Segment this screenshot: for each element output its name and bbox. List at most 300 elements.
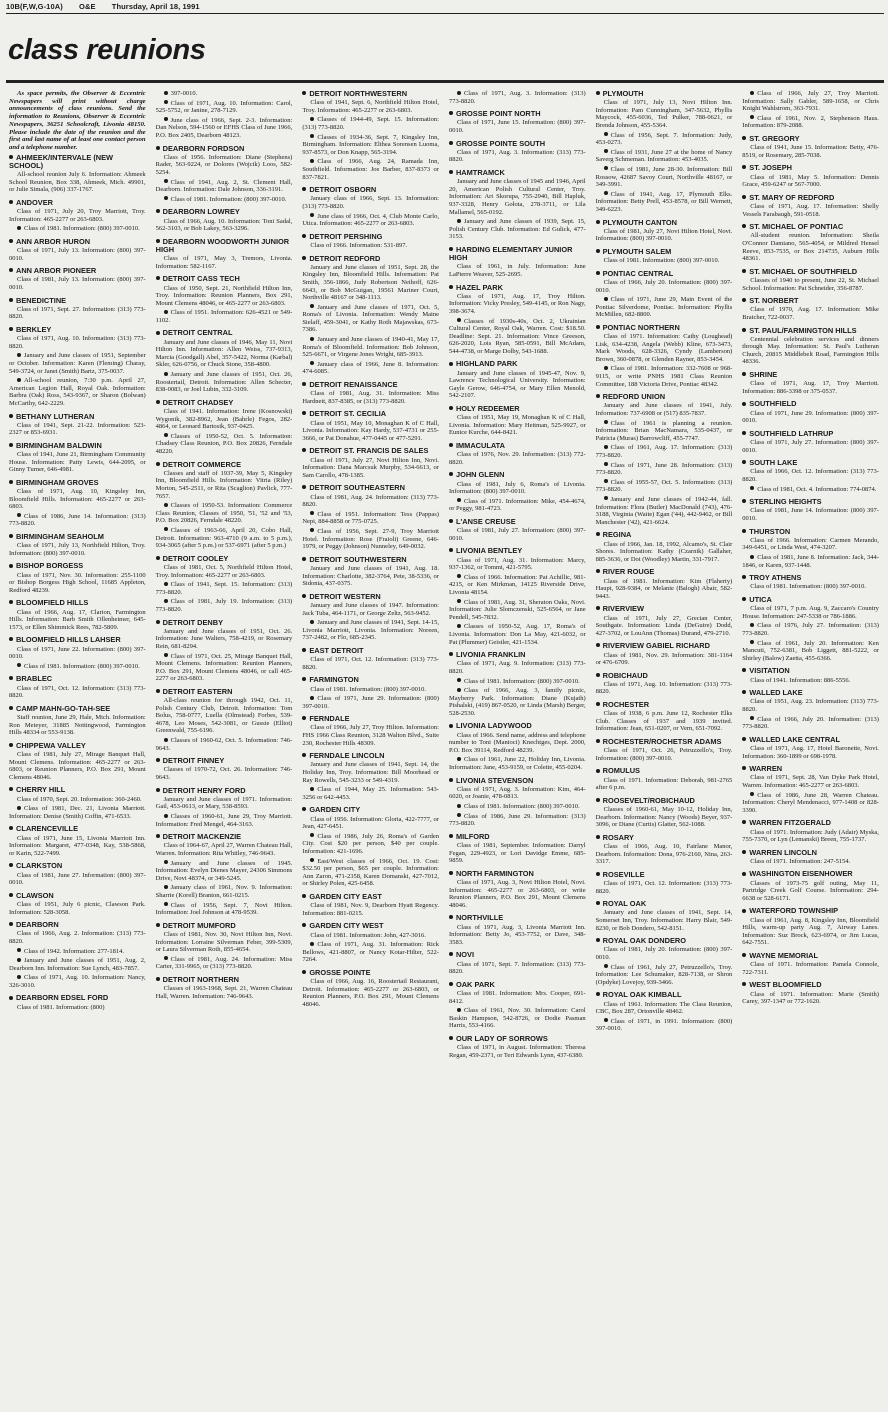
reunion-entry (596, 531, 733, 563)
bullet-icon (596, 739, 600, 743)
school-name: HOLY REDEEMER (449, 405, 586, 413)
school-name: CLAWSON (9, 892, 146, 900)
bullet-icon (310, 134, 314, 138)
reunion-detail: Class of 1981, Nov. 9, Dearborn Hyatt Regency. Information: 881-0215. (302, 902, 439, 917)
school-name: DETROIT COMMERCE (156, 461, 293, 469)
reunion-entry (449, 90, 586, 105)
reunion-detail: Class of 1981. Information: (800) 397-0010. (156, 196, 293, 204)
reunion-detail: January and June classes of 1947. Information: Jack Tuba, 464-1171, or George Zeltz, 563-9452. (302, 601, 439, 617)
bullet-icon (17, 948, 21, 952)
school-name: PLYMOUTH (596, 90, 733, 98)
bullet-icon (9, 743, 13, 747)
school-name: DEARBORN LOWREY (156, 208, 293, 216)
reunion-detail: Class of 1981, Dec. 21, Livonia Marriott. Information: Denise (Smith) Coffin, 471-6533. (9, 805, 146, 820)
school-name: STERLING HEIGHTS (742, 498, 879, 506)
bullet-icon (750, 115, 754, 119)
school-name: GARDEN CITY (302, 806, 439, 814)
bullet-icon (457, 1008, 461, 1012)
reunion-detail: Class of 1971, Aug. 3. Information: (313) 773-8820. (448, 90, 586, 105)
reunion-detail: Class of 1951, May 19, Monaghan K of C Hall, Livonia. Information: Mary Heitman, 525-9927, or Eunice Kurche, 644-8421. (448, 414, 586, 437)
reunion-entry (596, 797, 733, 829)
reunion-detail: Class of 1971. Information: Pamela Connole, 722-7311. (742, 961, 879, 976)
reunion-detail: January and June classes of 1941, Sept. 14, the Holiday Inn, Troy. Information: Bill Moorhead or Ray Rowells, 545-3233 or 549-4319. (302, 761, 439, 784)
bullet-icon (17, 353, 21, 357)
bullet-icon (156, 276, 160, 280)
reunion-detail: Class of 1971, 7 p.m. Aug. 9, Zaccaro's Country House. Information: 247-5338 or 786-1886. (742, 605, 879, 620)
reunion-entry (449, 284, 586, 356)
school-name: BLOOMFIELD HILLS (9, 599, 146, 607)
bullet-icon (596, 643, 600, 647)
bullet-icon (164, 885, 168, 889)
bullet-icon (310, 304, 314, 308)
reunion-detail: Class of 1966, Aug. 3, family picnic, Mayberry Park. Information: Diane (Kujath) Pishalski, (419) 867-0520, or Linda (Marsh) Berger, 528-2530. (448, 687, 586, 717)
bullet-icon (742, 402, 746, 406)
bullet-icon (9, 706, 13, 710)
bullet-icon (302, 411, 306, 415)
school-name: REDFORD UNION (596, 393, 733, 401)
reunion-detail: Class of 1941, Aug. 2, St. Clement Hall, Dearborn. Information: Dale Johnson, 336-3191. (155, 178, 293, 194)
bullet-icon (457, 804, 461, 808)
school-name: FERNDALE LINCOLN (302, 752, 439, 760)
reunion-detail: Class of 1966, July 20. Information: (800) 397-0010. (595, 278, 733, 294)
reunion-entry (9, 199, 146, 233)
reunion-detail: January and June classes of 1951, September or October. Information: Karen (Fleming) Charay, 549-3724, or Janet (Smith) Bartz, 375-0037. (9, 352, 146, 375)
school-name: HARDING ELEMENTARY JUNIOR HIGH (448, 244, 573, 263)
reunion-entry (302, 381, 439, 405)
reunion-detail: Class of 1971. Information: Judy (Adair) Myska, 755-7370, or Lyn (Lemanski) Breen, 755-1737. (742, 828, 879, 844)
reunion-detail: Class of 1971, June 22. Information: (800) 397-0010. (9, 645, 146, 661)
reunion-entry (596, 90, 733, 214)
reunion-detail: Class of 1981, July 27. Information: (800) 397-0010. (448, 527, 586, 542)
reunion-detail: Class of 1971, Aug. 3. Information: (313) 773-8820. (448, 148, 586, 164)
reunion-detail: Classes of 1960-61, May 10-12, Holiday Inn, Dearborn. Information: Nancy (Woods) Beyer, 937-3096, or Diane (Curtis) Glatter, 562-1088. (595, 806, 733, 829)
bullet-icon (604, 1018, 608, 1022)
bullet-icon (742, 195, 746, 199)
reunion-entry (9, 267, 146, 291)
bullet-icon (9, 200, 13, 204)
reunion-detail: Class of 1971. Information: Deborah, 981-2765 after 6 p.m. (595, 776, 733, 792)
school-name: AHMEEK/INTERVALE (NEW SCHOOL) (9, 152, 114, 170)
school-name: WARREN (742, 765, 879, 773)
school-name: PLYMOUTH SALEM (596, 248, 733, 256)
reunion-entry (742, 596, 879, 662)
bullet-icon (742, 372, 746, 376)
reunion-entry (742, 297, 879, 321)
reunion-entry (596, 270, 733, 319)
reunion-entry (742, 736, 879, 760)
bullet-icon (9, 534, 13, 538)
bullet-icon (156, 834, 160, 838)
reunion-entry (449, 169, 586, 241)
reunion-entry (9, 994, 146, 1011)
bullet-icon (596, 798, 600, 802)
bullet-icon (596, 249, 600, 253)
reunion-detail: Class of 1981. Information: Kim (Flaherty) Haupt, 928-9384, or Melanie (Balogh) Abair, 582-9443. (595, 577, 733, 600)
reunion-detail: Class of 1971, Oct. 12. Information: (313) 773-8820. (302, 656, 439, 671)
reunion-entry (9, 413, 146, 437)
bullet-icon (156, 146, 160, 150)
reunion-entry (742, 223, 879, 263)
reunion-entry (156, 976, 293, 1000)
reunion-detail: Class of 1950, Sept. 21, Northfield Hilton Inn, Troy. Information: Reunion Planners, Box 291, Mount Clemens 48046, or 465-2277 or 263-6803. (155, 284, 293, 307)
reunion-entry (449, 870, 586, 910)
bullet-icon (164, 860, 168, 864)
bullet-icon (742, 766, 746, 770)
reunion-detail: Class of 1971. Information: Marie (Smith) Carey, 397-1347 or 772-1620. (742, 990, 879, 1006)
reunion-detail: Class of 1941, Aug. 17, Plymouth Elks. Information: Betty Prell, 453-8578, or Bill Wernett, 349-6223. (595, 190, 733, 213)
reunion-entry (742, 819, 879, 843)
school-name: ROSARY (596, 834, 733, 842)
reunion-detail: January and June classes of 1951, Sept. 28, the Kingsley Inn, Bloomfield Hills. Information: Pat Smith, 356-1866, Judy Robertson Neihoff, 626-6643, or Bob McGuigan, 19561 Mariner Court, Northville 48167 or 348-1113. (302, 263, 439, 302)
reunion-entry (742, 90, 879, 130)
school-name: RIVERVIEW GABIEL RICHARD (596, 642, 733, 650)
bullet-icon (596, 673, 600, 677)
reunion-entry (742, 268, 879, 292)
reunion-detail: Class of 1981, June 27. Information: (800) 397-0010. (9, 871, 146, 887)
reunion-entry (156, 555, 293, 614)
bullet-icon (302, 234, 306, 238)
bullet-icon (742, 298, 746, 302)
bullet-icon (302, 923, 306, 927)
bullet-icon (596, 872, 600, 876)
reunion-entry (9, 825, 146, 857)
reunion-detail: Class of 1961, Nov. 30. Information: Carol Baskin Hampson, 542-8726, or Dodie Pasman Harris, 553-4166. (448, 1007, 586, 1030)
reunion-entry (596, 834, 733, 866)
bullet-icon (604, 462, 608, 466)
reunion-entry (9, 154, 146, 194)
reunion-entry (156, 208, 293, 232)
bullet-icon (596, 901, 600, 905)
reunion-entry (156, 238, 293, 271)
reunion-detail: Class of 1981, Nov. 29. Information: 381-1164 or 476-6709. (595, 651, 733, 667)
reunion-entry (449, 518, 586, 542)
reunion-entry (596, 393, 733, 526)
school-name: DEARBORN WOODWORTH JUNIOR HIGH (155, 236, 290, 254)
bullet-icon (156, 331, 160, 335)
bullet-icon (449, 247, 453, 251)
bullet-icon (742, 499, 746, 503)
bullet-icon (449, 170, 453, 174)
reunion-detail: Class of 1981, September. Information: Darryl Fegan, 229-4923, or Lori Davidge Emme, 685-9859. (448, 842, 586, 865)
school-name: CHIPPEWA VALLEY (9, 742, 146, 750)
bullet-icon (457, 91, 461, 95)
school-name: LIVONIA LADYWOOD (449, 722, 586, 730)
bullet-icon (596, 569, 600, 573)
issue-date: Thursday, April 18, 1991 (111, 2, 200, 11)
bullet-icon (9, 637, 13, 641)
bullet-icon (17, 958, 21, 962)
reunion-entry (596, 871, 733, 895)
reunion-detail: Class of 1956. Information: Gloria, 422-7777, or Jean, 427-6451. (302, 815, 439, 831)
school-name: ANN ARBOR PIONEER (9, 267, 146, 275)
bullet-icon (302, 594, 306, 598)
reunion-entry (742, 498, 879, 522)
reunion-detail: Class of 1971, Aug. 9. Information: (313) 773-8820. (448, 660, 586, 675)
bullet-icon (310, 337, 314, 341)
bullet-icon (457, 757, 461, 761)
school-name: ANN ARBOR HURON (9, 238, 146, 246)
reunion-detail: Class of 1931, June 27 at the home of Nancy Saverg Schmeman. Information: 453-4035. (595, 148, 733, 164)
school-name: WARREN FITZGERALD (742, 819, 879, 827)
reunion-entry (596, 900, 733, 932)
bullet-icon (9, 676, 13, 680)
school-name: UTICA (742, 596, 879, 604)
bullet-icon (302, 894, 306, 898)
reunion-detail: Classes of 1950-52, Aug. 17, Roma's of Livonia. Information: Don La May, 421-6032, or Pat (Plummer) Geistler, 421-1534. (448, 623, 586, 646)
reunion-detail: Class of 1938, 6 p.m. June 12, Rochester Elks Club. Classes of 1937 and 1939 invited. Information: Jean, 651-0207, or Vern, 651-7092. (595, 710, 733, 733)
reunion-entry (596, 672, 733, 696)
reunion-entry (9, 562, 146, 594)
reunion-detail: January and June classes of 1941, Sept. 14, Somerset Inn, Troy. Information: Harry Blair, 549-8230, or Bob Dondero, 542-8151. (595, 909, 733, 932)
bullet-icon (449, 952, 453, 956)
school-name: WATERFORD TOWNSHIP (742, 907, 879, 915)
reunion-detail: Class of 1966, July 20. Information: (313) 773-8820. (742, 715, 879, 731)
reunion-detail: Class of 1961 is planning a reunion. Information: Brian MacNamara, 535-0437, or Patricia (Muras) Barrowcliff, 455-7747. (595, 419, 733, 442)
reunion-entry (156, 329, 293, 393)
school-name: DETROIT RENAISSANCE (302, 381, 439, 389)
school-name: WAYNE MEMORIAL (742, 952, 879, 960)
reunion-entry (302, 752, 439, 801)
bullet-icon (156, 977, 160, 981)
bullet-icon (310, 117, 314, 121)
reunion-entry (9, 238, 146, 262)
reunion-detail: Class of 1941, June 15. Information: Betty, 476-8519, or Rosemary, 285-7038. (742, 144, 879, 159)
column-5 (591, 90, 738, 1408)
bullet-icon (742, 820, 746, 824)
reunion-detail: Class of 1981. Information: (800) 397-0010. (310, 685, 427, 693)
reunion-entry (302, 556, 439, 588)
reunion-detail: Classes of 1963-66, April 20, Cobo Hall, Detroit. Information: 963-4710 (9 a.m. to 5 p.m.), 934-3065 (after 5 p.m.) or 537-6971 (after 5 p.m.) (155, 526, 293, 550)
reunion-detail: Class of 1971, Aug. 31. Information: Rick Bellows, 421-8807, or Nancy Kotar-Hilter, 522-7264. (302, 941, 439, 964)
column-1 (4, 90, 151, 1408)
reunion-detail: Class of 1971, in 1991. Information: (800) 397-0010. (595, 1017, 733, 1033)
reunion-detail: Class of 1941, June 21, Birmingham Community House. Information: Patty Lewis, 644-2095, or Ginny Turner, 646-4981. (9, 451, 146, 474)
reunion-entry (742, 459, 879, 493)
bullet-icon (457, 574, 461, 578)
column-3 (297, 90, 444, 1408)
reunion-entry (9, 786, 146, 820)
reunion-detail: Class of 1951. Information: Tess (Pappas) Nepi, 884-8858 or 775-0725. (302, 510, 439, 526)
bullet-icon (164, 100, 168, 104)
reunion-detail: Class of 1981, July 13. Information: (800) 397-0010. (9, 276, 146, 291)
school-name: EAST DETROIT (302, 647, 439, 655)
bullet-icon (17, 975, 21, 979)
bullet-icon (9, 863, 13, 867)
bullet-icon (156, 462, 160, 466)
reunion-entry (742, 400, 879, 424)
reunion-detail: Class of 1981, July 19. Information: (313) 773-8820. (155, 598, 293, 613)
bullet-icon (302, 557, 306, 561)
reunion-detail: January and June classes of 1945. Information: Evelyn Dienes Mayer, 24306 Simmons Drive, Novi 48374, or 349-5245. (155, 859, 293, 882)
reunion-entry (9, 742, 146, 782)
reunion-detail: Class of 1981. Information: 332-7608 or 968-9115, or write PNHS 1981 Class Reunion Committee, 188 Victoria Drive, Pontiac 48342. (595, 365, 733, 388)
reunion-detail: Class of 1976, Nov. 29. Information: (313) 772-8820. (448, 451, 586, 466)
reunion-detail: Class of 1961, Nov. 2, Stephenson Haus. Information: 879-2088. (742, 114, 879, 130)
reunion-detail: Class of 1971, Oct. 25, Mirage Banquet Hall, Mount Clemens. Information: Reunion Planners, P.O. Box 291, Mount Clemens 48046, or call 465-2277 or 263-6803. (155, 652, 293, 683)
bullet-icon (9, 787, 13, 791)
school-name: NORTH FARMINGTON (449, 870, 586, 878)
reunion-detail: Class of 1961, in July. Information: June LaPierre Weaver, 525-2695. (448, 263, 586, 278)
reunion-detail: Class of 1981, Aug. 31, Sheraton Oaks, Novi. Information: Julie Slomczenski, 525-6564, or Jane Pendell, 545-7832. (448, 598, 586, 621)
reunion-entry (449, 914, 586, 946)
reunion-detail: June class of 1966, Sept. 2-3. Information: Dan Nelson, 594-1560 or EFHS Class of June 1966, P.O. Box 2405, Dearborn 48123. (155, 116, 293, 139)
reunion-detail: January and June classes of 1971. Information: Gail, 453-0613, or Mary, 538-8593. (155, 795, 293, 811)
reunion-detail: Classes of 1960-61, June 29, Troy Marriott. Information: Fred Mengel, 464-3163. (155, 813, 293, 828)
reunion-detail: Class of 1971, July 27, Novi Hilton Inn, Novi. Information: Dana Marcsuk Murphy, 534-6613, or Sam Carollo, 478-1385. (302, 456, 439, 479)
reunion-entry (449, 471, 586, 513)
bullet-icon (302, 187, 306, 191)
bullet-icon (742, 529, 746, 533)
reunion-detail: Class of 1981, June 8. Information: Jack, 344-1846, or Karen, 937-1448. (742, 554, 879, 569)
reunion-detail: Class of 1971, Oct. 12. Information: (313) 773-8820. (9, 684, 146, 700)
reunion-detail: Class of 1956. Information: Diane (Stephens) Rader, 563-9224, or Dolores (Wojcik) Loos, 582-5254. (155, 153, 293, 176)
reunion-entry (449, 110, 586, 134)
bullet-icon (596, 220, 600, 224)
reunion-entry (596, 605, 733, 637)
reunion-entry (9, 892, 146, 916)
reunion-detail: Class of 1941. Information: 886-5556. (750, 676, 851, 684)
bullet-icon (156, 209, 160, 213)
reunion-detail: Centennial celebration services and dinners through May. Information: St. Paul's Lutheran Church, 20815 Middlebelt Road, Farmington Hills 48336. (742, 335, 879, 366)
reunion-detail: Class of 1956, Sept. 27-9, Troy Marriott Hotel. Information: Rose (Fraioli) Greene, 646-1979, or Peggy (Johnson) Nunneley, 649-0032. (302, 527, 439, 551)
bullet-icon (742, 165, 746, 169)
bullet-icon (310, 696, 314, 700)
reunion-detail: Class of 1956, Sept. 7, Novi Hilton. Information: Joel Johnson at 478-9539. (155, 901, 293, 917)
bullet-icon (9, 298, 13, 302)
bullet-icon (596, 769, 600, 773)
reunion-detail: Class of 1986, June 14. Information: (313) 773-8820. (9, 512, 146, 528)
school-name: DETROIT DENBY (156, 619, 293, 627)
reunion-detail: Classes of 1934-36, Sept. 7, Kingsley Inn, Birmingham. Information: Elthea Sorensen Luoma, 937-8573, or Don Knapp, 565-3194. (302, 133, 439, 156)
bullet-icon (164, 814, 168, 818)
reunion-detail: Class of 1981, Oct. 5, Northfield Hilton Hotel, Troy. Information: 465-2277 or 263-6803. (155, 563, 293, 579)
bullet-icon (302, 448, 306, 452)
reunion-entry (156, 922, 293, 971)
school-name: DETROIT ST. CECILIA (302, 410, 439, 418)
bullet-icon (164, 738, 168, 742)
school-name: ROCHESTER (596, 701, 733, 709)
reunion-entry (156, 688, 293, 752)
reunion-detail: January and June classes of 1946, May 11, Novi Hilton Inn. Information: Allen Weiss, 737-9313, Marcia (Goodgall) Abel, 357-5422, Norma (Karbal) Skler, 626-0756, or Chuck Stone, 358-4800. (155, 338, 293, 369)
reunion-detail: June class of 1966, Oct. 4, Club Monte Carlo, Utica. Information: 465-2277 or 263-6803. (302, 212, 439, 228)
reunion-detail: Classes of 1950-53. Information: Commerce Class Reunion, Classes of 1950, '51, '52 and '53, P.O. Box 20826, Ferndale 48220. (155, 502, 293, 525)
reunion-detail: Class of 1981. Information: (800) (17, 1003, 105, 1011)
reunion-detail: Class of 1981, June 14. Information: (800) 397-0010. (742, 507, 879, 523)
bullet-icon (449, 406, 453, 410)
reunion-detail: January and June classes of 1951, Aug. 2, Dearborn Inn. Information: Sue Lynch, 483-7857. (9, 957, 146, 972)
reunion-detail: January and June classes of 1941, July. Information: 737-6908 or (517) 835-7837. (595, 402, 733, 418)
reunion-detail: Class of 1981, June 28-30. Information: Bill Rossow, 42687 Savoy Court, Northville 48167, or 349-3991. (595, 165, 733, 189)
reunion-entry (742, 574, 879, 591)
school-name: DETROIT CASS TECH (156, 275, 293, 283)
bullet-icon (164, 503, 168, 507)
bullet-icon (750, 91, 754, 95)
bullet-icon (449, 285, 453, 289)
bullet-icon (604, 191, 608, 195)
reunion-detail: Class of 1961, July 20. Information: Ken Mancuti, 752-6381, Bob Liggett, 881-5222, or Shirley (Balow) Zaetta, 455-6366. (742, 639, 879, 662)
reunion-detail: January and June classes of 1941, Sept. 14-15, Livonia Marriott, Livonia. Information: Noreen, 737-2482, or Flo, 685-2345. (302, 619, 439, 642)
bullet-icon (449, 915, 453, 919)
school-name: DETROIT MUMFORD (156, 922, 293, 930)
bullet-icon (449, 519, 453, 523)
reunion-detail: Class of 1971, Aug. 3, Livonia Marriott Inn. Information: Betty Jo, 453-7752, or Dave, 348-3583. (448, 923, 586, 946)
reunion-detail: Class of 1961, Aug. 17. Information: (313) 773-8820. (595, 444, 733, 459)
reunion-detail: Class of 1966, Aug. 2. Information: (313) 773-8820. (9, 930, 146, 945)
reunion-entry (742, 194, 879, 218)
reunion-detail: Class of 1981. Information: (800) 397-0010. (9, 225, 146, 233)
reunion-entry (596, 738, 733, 762)
bullet-icon (9, 996, 13, 1000)
school-name: LIVONIA STEVENSON (449, 777, 586, 785)
reunion-detail: Class of 1971, July 13, Northfield Hilton, Troy. Information: (800) 397-0010. (9, 542, 146, 557)
reunion-entry (596, 937, 733, 986)
school-name: BIRMINGHAM SEAHOLM (9, 533, 146, 541)
listing-columns (4, 90, 884, 1408)
bullet-icon (302, 970, 306, 974)
reunion-detail: Class of 1970, Aug. 17. Information: Mike Bratcher, 722-0037. (742, 306, 879, 321)
bullet-icon (310, 361, 314, 365)
bullet-icon (457, 498, 461, 502)
bullet-icon (164, 653, 168, 657)
reunion-entry (742, 849, 879, 866)
school-name: WARREN LINCOLN (742, 849, 879, 857)
reunion-detail: Class of 1961, Aug. 8, Kingsley Inn, Bloomfield Hills, warm-up party Aug. 7, Airway Lanes. Information: Suz Brock, 623-6974, or Jim Lucas, 642-7551. (742, 916, 879, 947)
reunion-entry (156, 619, 293, 683)
reunion-entry (156, 787, 293, 829)
bullet-icon (449, 982, 453, 986)
bullet-icon (164, 582, 168, 586)
reunion-detail: Class of 1971, June 15, Livonia Marriott Inn. Information: Margaret, 477-0348, Kay, 538-5868, or Karin, 522-7499. (9, 834, 146, 857)
bullet-icon (9, 922, 13, 926)
reunion-entry (742, 164, 879, 188)
bullet-icon (164, 372, 168, 376)
reunion-detail: January and June classes of 1951, Oct. 26. Information: June Walters, 758-4219, or Rosemary Rein, 681-8294. (155, 627, 293, 650)
school-name: DETROIT SOUTHWESTERN (302, 556, 439, 564)
bullet-icon (310, 159, 314, 163)
bullet-icon (742, 460, 746, 464)
school-name: BETHANY LUTHERAN (9, 413, 146, 421)
school-name: BIRMINGHAM GROVES (9, 479, 146, 487)
reunion-entry (742, 870, 879, 902)
bullet-icon (9, 826, 13, 830)
reunion-detail: Class of 1941, Sept. 21-22. Information: 523-2327 or 853-6931. (9, 421, 146, 437)
school-name: GROSSE POINT NORTH (449, 110, 586, 118)
bullet-icon (302, 648, 306, 652)
school-name: DETROIT MACKENZIE (156, 833, 293, 841)
reunion-detail: Class of 1971, Sept. 7. Information: (313) 773-8820. (448, 960, 586, 976)
reunion-entry (156, 275, 293, 324)
page-number: 10B(F,W,G-10A) (6, 2, 63, 11)
bullet-icon (164, 599, 168, 603)
school-name: WASHINGTON EISENHOWER (742, 870, 879, 878)
column-4 (444, 90, 591, 1408)
bullet-icon (596, 271, 600, 275)
reunion-entry (302, 90, 439, 181)
reunion-entry (302, 255, 439, 377)
reunion-entry (302, 676, 439, 710)
reunion-detail: Class of 1981, July 20. Information: (800) 397-0010. (595, 946, 733, 961)
reunion-detail: Class of 1971, Oct. 12. Information: (313) 773-8820. (595, 880, 733, 895)
bullet-icon (596, 91, 600, 95)
school-name: ROSEVILLE (596, 871, 733, 879)
header-rule (6, 13, 884, 14)
bullet-icon (310, 942, 314, 946)
reunion-detail: Class of 1966, July 27, Troy Marriott. Information: Sally Gabler, 589-1658, or Chris Knight Wahlstrom, 363-7931. (742, 90, 879, 113)
bullet-icon (156, 788, 160, 792)
school-name: ROBICHAUD (596, 672, 733, 680)
school-name: PONTIAC NORTHERN (596, 324, 733, 332)
bullet-icon (9, 268, 13, 272)
